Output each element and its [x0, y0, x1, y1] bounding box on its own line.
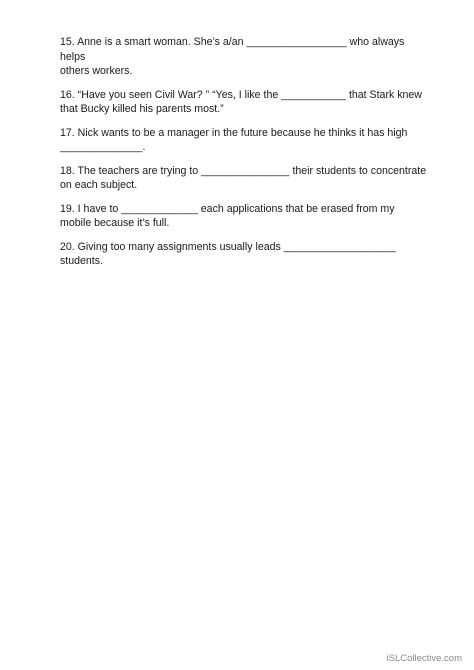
question-20-line-1: 20. Giving too many assignments usually leads ___________________: [60, 240, 396, 253]
question-17-line-1: 17. Nick wants to be a manager in the future because he thinks it has high: [60, 126, 408, 139]
question-20: [60, 240, 432, 269]
question-20-line-2: students.: [60, 255, 103, 267]
question-15: [60, 35, 432, 79]
question-17-line-2: ______________.: [60, 141, 146, 153]
question-16-line-2: that Bucky killed his parents most.”: [60, 103, 224, 115]
question-18: [60, 164, 432, 193]
question-18-line-2: on each subject.: [60, 179, 138, 191]
watermark-text: iSLCollective.com: [386, 653, 462, 664]
question-16: [60, 88, 432, 117]
question-17: [60, 126, 432, 155]
question-19-line-1: 19. I have to _____________ each applications that be erased from my: [60, 202, 395, 215]
question-19: [60, 202, 432, 231]
question-15-line-2: others workers.: [60, 65, 133, 77]
question-15-line-1: 15. Anne is a smart woman. She’s a/an _________________ who always helps: [60, 36, 408, 63]
question-18-line-1: 18. The teachers are trying to _______________ their students to concentrate: [60, 164, 427, 177]
question-list: [60, 35, 432, 278]
question-19-line-2: mobile because it’s full.: [60, 217, 170, 229]
question-16-line-1: 16. “Have you seen Civil War? ” “Yes, I like the ___________ that Stark knew: [60, 88, 422, 101]
